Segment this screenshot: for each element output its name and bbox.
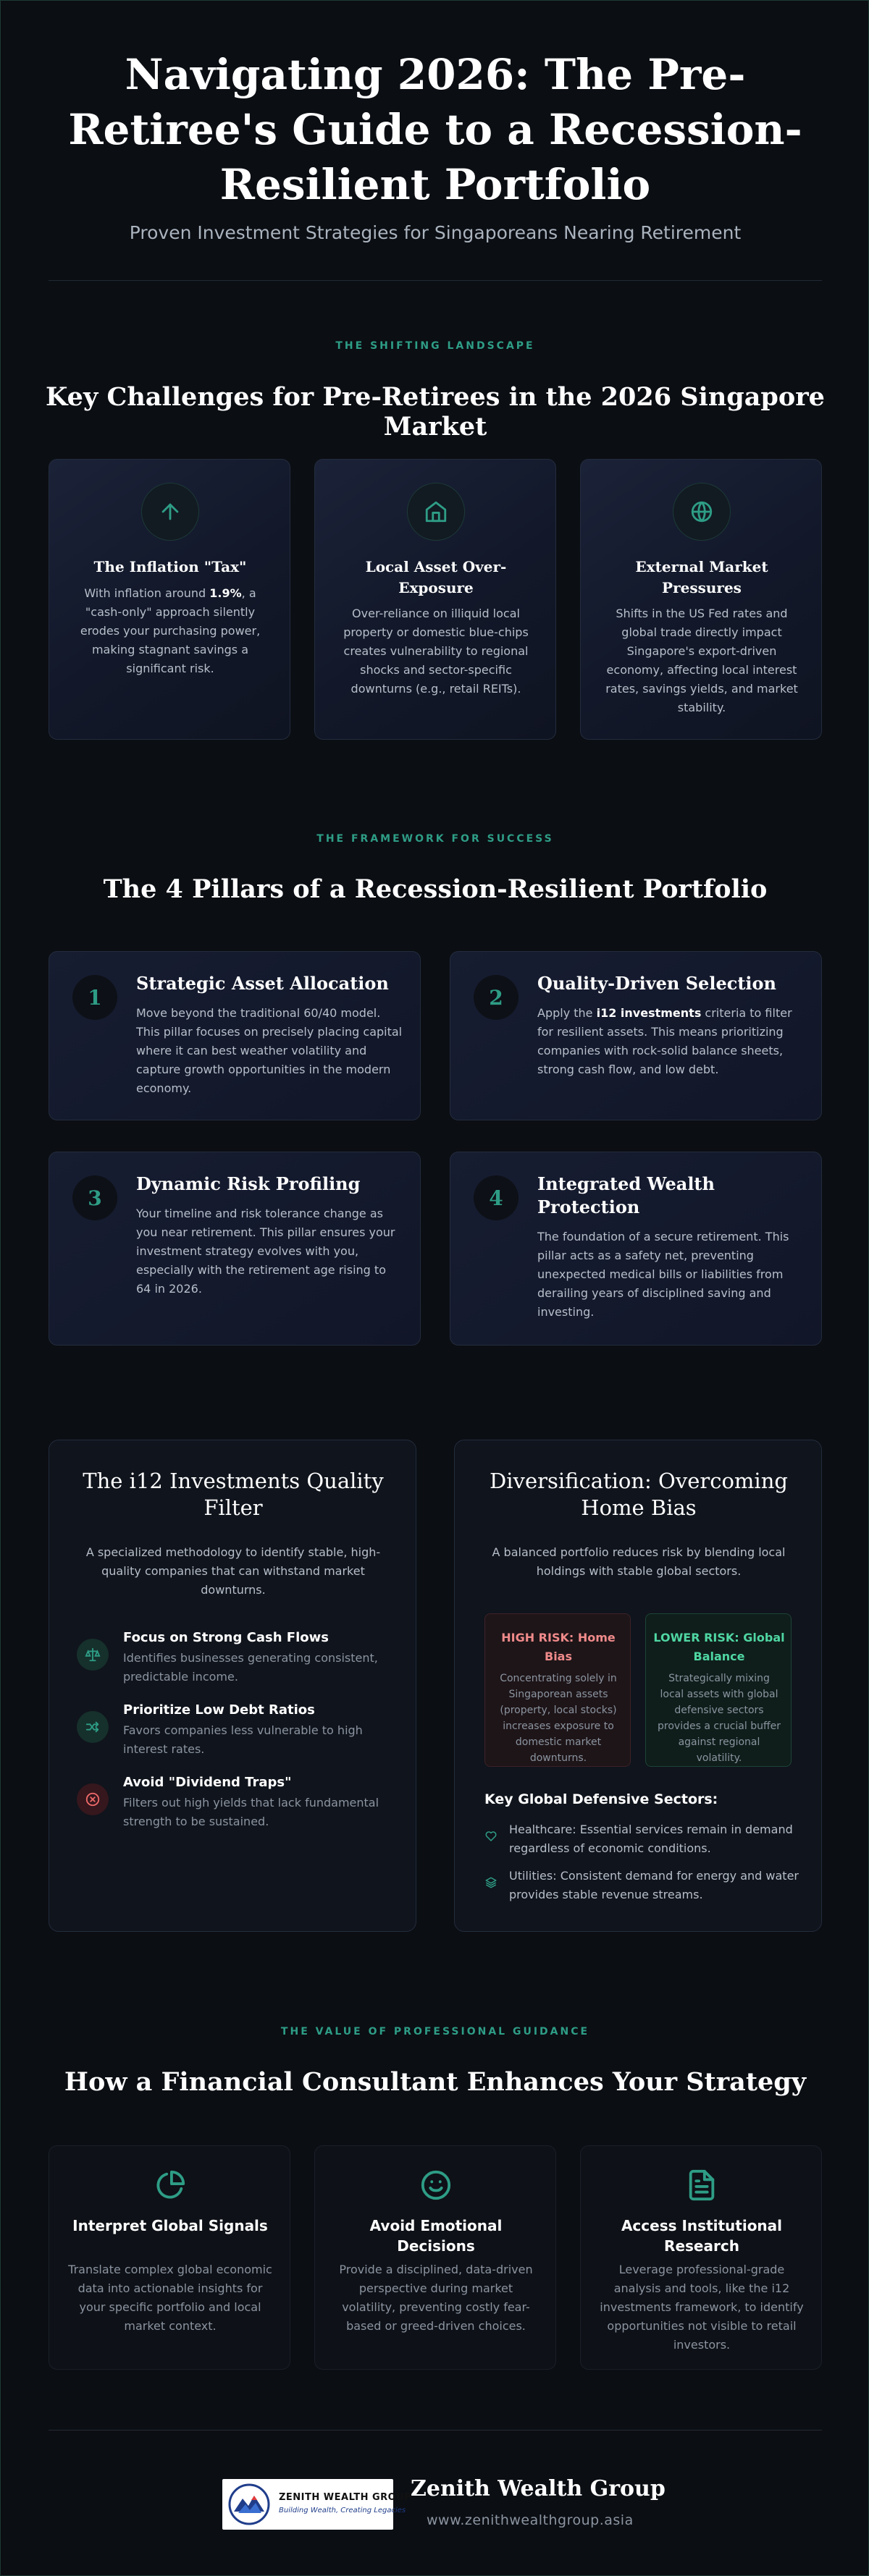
pillar-card-1 <box>49 951 421 1120</box>
feature-text: Favors companies less vulnerable to high interest rates. <box>123 1723 363 1756</box>
feature-title: Avoid "Dividend Traps" <box>123 1775 292 1790</box>
consultant-card-title: Access Institutional Research <box>621 2217 783 2255</box>
logo-name: ZENITH WEALTH GROUP <box>279 2492 412 2503</box>
quality-filter-panel <box>49 1440 416 1932</box>
quality-filter-title: The i12 Investments Quality Filter <box>83 1469 384 1520</box>
pillar-text: Your timeline and risk tolerance change as you near retirement. This pillar ensures your investment strategy evolves with you, especially with the retirement age rising to 64 in 2026. <box>136 1207 395 1296</box>
challenge-text: Shifts in the US Fed rates and global trade directly impact Singapore's export-driven economy, affecting local interest rates, savings yields, and market stability. <box>605 607 798 714</box>
defensive-sectors-title: Key Global Defensive Sectors: <box>484 1791 718 1807</box>
feature-text: Filters out high yields that lack fundamental strength to be sustained. <box>123 1796 379 1828</box>
pillar-number: 1 <box>72 975 117 1020</box>
pillar-title: Dynamic Risk Profiling <box>136 1173 361 1194</box>
inflation-rate: 1.9% <box>209 586 242 600</box>
feature-title: Focus on Strong Cash Flows <box>123 1630 329 1645</box>
scale-icon <box>77 1639 109 1671</box>
i12-highlight: i12 investments <box>596 1006 702 1020</box>
consultant-eyebrow: THE VALUE OF PROFESSIONAL GUIDANCE <box>280 2026 590 2037</box>
consultant-card-text: Translate complex global economic data into actionable insights for your specific portfolio and local market context. <box>68 2263 272 2333</box>
brand-name: Zenith Wealth Group <box>411 2476 666 2501</box>
pillar-text: Move beyond the traditional 60/40 model. This pillar focuses on precisely placing capital where it can best weather volatility and capture growth opportunities in the modern economy. <box>136 1006 403 1095</box>
sector-text-healthcare: Healthcare: Essential services remain in demand regardless of economic conditions. <box>509 1823 793 1855</box>
consultant-card-research <box>580 2145 822 2370</box>
consultant-card-title: Avoid Emotional Decisions <box>369 2217 503 2255</box>
globe-icon <box>673 483 731 541</box>
sector-text-utilities: Utilities: Consistent demand for energy and water provides stable revenue streams. <box>509 1869 799 1901</box>
pillar-number: 3 <box>72 1175 117 1220</box>
consultant-card-text: Provide a disciplined, data-driven perspective during market volatility, preventing costly fear-based or greed-driven choices. <box>339 2263 533 2333</box>
low-risk-text: Strategically mixing local assets with global defensive sectors provides a crucial buffer against regional volatility. <box>658 1673 781 1764</box>
pillar-card-2 <box>450 951 822 1120</box>
pie-chart-icon <box>153 2168 188 2203</box>
low-risk-box <box>645 1613 792 1767</box>
challenge-text: Over-reliance on illiquid local property or domestic blue-chips creates vulnerability to regional shocks and sector-specific downturns (e.g., retail REITs). <box>343 607 529 696</box>
arrow-up-icon <box>141 483 199 541</box>
diversification-title: Diversification: Overcoming Home Bias <box>490 1469 788 1520</box>
high-risk-title: HIGH RISK: Home Bias <box>501 1631 616 1663</box>
pillar-number: 2 <box>474 975 519 1020</box>
pillar-title: Strategic Asset Allocation <box>136 973 389 994</box>
pillar-number: 4 <box>474 1175 519 1220</box>
challenge-title: Local Asset Over-Exposure <box>365 558 507 596</box>
divider <box>49 280 822 281</box>
pillar-text: The foundation of a secure retirement. This pillar acts as a safety net, preventing unexpected medical bills or liabilities from derailing years of disciplined saving and investing. <box>537 1230 789 1319</box>
pillars-title: The 4 Pillars of a Recession-Resilient Portfolio <box>103 874 768 904</box>
logo-tagline: Building Wealth, Creating Legacies <box>279 2507 406 2514</box>
brand-url[interactable]: www.zenithwealthgroup.asia <box>427 2512 634 2528</box>
shuffle-icon <box>77 1711 109 1743</box>
quality-filter-description: A specialized methodology to identify stable, high-quality companies that can withstand market downturns. <box>85 1545 381 1597</box>
consultant-card-text: Leverage professional-grade analysis and tools, like the i12 investments framework, to identify opportunities not visible to retail investors. <box>600 2263 804 2352</box>
pillar-title: Integrated Wealth Protection <box>537 1173 715 1217</box>
low-risk-title: LOWER RISK: Global Balance <box>653 1631 785 1663</box>
document-icon <box>684 2168 719 2203</box>
feature-title: Prioritize Low Debt Ratios <box>123 1702 315 1718</box>
challenge-text: With inflation around 1.9%, a "cash-only" approach silently erodes your purchasing power, making stagnant savings a significant risk. <box>80 586 261 675</box>
pillar-card-4 <box>450 1152 822 1346</box>
challenge-title: External Market Pressures <box>635 558 768 596</box>
pillars-eyebrow: THE FRAMEWORK FOR SUCCESS <box>316 833 554 845</box>
diversification-description: A balanced portfolio reduces risk by blending local holdings with stable global sectors. <box>492 1545 786 1578</box>
challenge-title: The Inflation "Tax" <box>93 558 247 575</box>
pillar-title: Quality-Driven Selection <box>537 973 776 994</box>
company-logo <box>222 2479 412 2530</box>
challenge-card-local-asset <box>314 459 556 740</box>
challenge-card-external <box>580 459 822 740</box>
high-risk-box <box>484 1613 631 1767</box>
challenges-title: Key Challenges for Pre-Retirees in the 2026 Singapore Market <box>46 382 825 442</box>
home-icon <box>407 483 465 541</box>
high-risk-text: Concentrating solely in Singaporean assets (property, local stocks) increases exposure to domestic market downturns. <box>500 1673 617 1764</box>
consultant-card-signals <box>49 2145 290 2370</box>
footer-divider <box>49 2430 822 2431</box>
pillar-card-3 <box>49 1152 421 1346</box>
consultant-title: How a Financial Consultant Enhances Your Strategy <box>64 2067 807 2097</box>
smile-icon <box>419 2168 453 2203</box>
page-title: Navigating 2026: The Pre-Retiree's Guide to a Recession-Resilient Portfolio <box>68 50 802 209</box>
page-subtitle: Proven Investment Strategies for Singaporeans Nearing Retirement <box>129 222 742 243</box>
feature-text: Identifies businesses generating consistent, predictable income. <box>123 1651 378 1684</box>
heart-icon <box>484 1830 499 1844</box>
x-circle-icon <box>77 1783 109 1815</box>
consultant-card-emotional <box>314 2145 556 2370</box>
pillar-text: Apply the i12 investments criteria to filter for resilient assets. This means prioritizing companies with rock-solid balance sheets, strong cash flow, and low debt. <box>537 1006 792 1076</box>
consultant-card-title: Interpret Global Signals <box>72 2217 268 2234</box>
challenge-card-inflation <box>49 459 290 740</box>
mountain-logo-icon <box>227 2483 272 2526</box>
layers-icon <box>484 1876 499 1891</box>
challenges-eyebrow: THE SHIFTING LANDSCAPE <box>335 340 535 352</box>
